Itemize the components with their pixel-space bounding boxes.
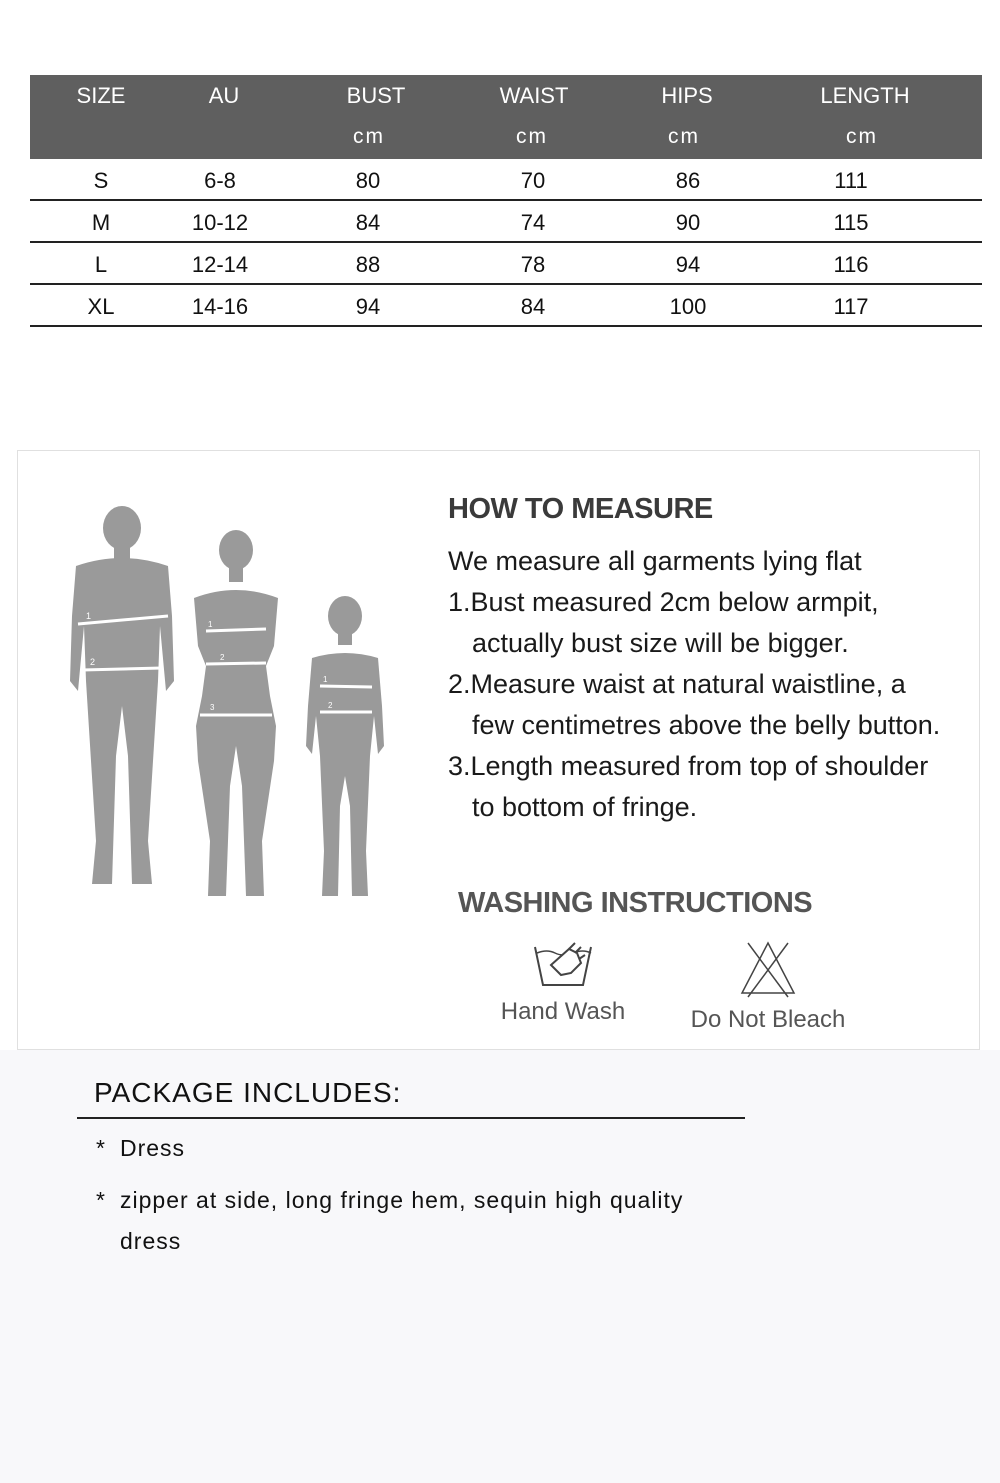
- measure-step-1: 1.Bust measured 2cm below armpit,: [448, 587, 879, 617]
- header-length: LENGTH: [820, 83, 910, 108]
- cell-waist: 70: [520, 168, 546, 193]
- table-row: [30, 159, 982, 201]
- unit-length: cm: [846, 125, 878, 148]
- header-hips: HIPS: [661, 83, 713, 108]
- measure-intro: We measure all garments lying flat: [448, 546, 862, 576]
- cell-bust: 94: [355, 294, 381, 319]
- header-au: AU: [208, 83, 240, 108]
- table-row: [30, 285, 982, 327]
- how-to-measure-panel: [17, 450, 980, 1050]
- cell-au: 6-8: [204, 168, 236, 193]
- cell-bust: 84: [355, 210, 381, 235]
- header-waist: WAIST: [499, 83, 569, 108]
- woman-figure: [194, 530, 278, 896]
- measure-step-2: 2.Measure waist at natural waistline, a: [448, 669, 906, 699]
- cell-size: S: [93, 168, 109, 193]
- man-mark-1: 1: [86, 611, 92, 621]
- cell-length: 115: [833, 210, 869, 235]
- cell-hips: 90: [675, 210, 701, 235]
- child-mark-1: 1: [323, 675, 328, 684]
- child-mark-2: 2: [328, 701, 333, 710]
- measure-step-3: 3.Length measured from top of shoulder: [448, 751, 929, 781]
- cell-size: L: [94, 252, 108, 277]
- cell-au: 12-14: [191, 252, 249, 277]
- package-item-text-cont: dress: [120, 1228, 182, 1254]
- cell-waist: 78: [520, 252, 546, 277]
- cell-length: 116: [833, 252, 869, 277]
- header-bust: BUST: [346, 83, 406, 108]
- cell-au: 14-16: [191, 294, 249, 319]
- package-includes-section: [0, 1050, 1000, 1483]
- cell-waist: 74: [520, 210, 546, 235]
- cell-size: M: [91, 210, 111, 235]
- cell-length: 111: [834, 168, 868, 193]
- do-not-bleach-item: [683, 939, 853, 1034]
- cell-hips: 100: [669, 294, 707, 319]
- cell-bust: 80: [355, 168, 381, 193]
- measure-step-2-cont: few centimetres above the belly button.: [472, 710, 941, 740]
- measure-step-3-cont: to bottom of fringe.: [472, 792, 698, 822]
- do-not-bleach-label: Do Not Bleach: [690, 1006, 846, 1033]
- do-not-bleach-icon: [738, 939, 798, 999]
- unit-hips: cm: [668, 125, 700, 148]
- header-size: SIZE: [76, 83, 126, 108]
- table-row: [30, 243, 982, 285]
- woman-mark-3: 3: [210, 703, 215, 712]
- size-chart-table: [30, 75, 982, 327]
- bullet-star: *: [96, 1135, 106, 1161]
- woman-mark-2: 2: [220, 653, 225, 662]
- hand-wash-icon: [531, 939, 595, 991]
- cell-hips: 86: [675, 168, 701, 193]
- hand-wash-label: Hand Wash: [500, 998, 626, 1025]
- body-figures-illustration: [48, 506, 408, 906]
- package-item-text-block: [120, 1180, 683, 1262]
- package-divider: [77, 1117, 745, 1119]
- cell-waist: 84: [520, 294, 546, 319]
- size-chart-header: [30, 75, 982, 159]
- how-to-measure-text: [448, 541, 988, 828]
- cell-bust: 88: [355, 252, 381, 277]
- list-item: [96, 1128, 185, 1169]
- measure-step-1-cont: actually bust size will be bigger.: [472, 628, 849, 658]
- list-item: [96, 1180, 683, 1262]
- unit-bust: cm: [353, 125, 385, 148]
- bullet-star: *: [96, 1187, 106, 1213]
- washing-instructions-title: WASHING INSTRUCTIONS: [458, 887, 813, 919]
- package-item-text: zipper at side, long fringe hem, sequin high quality: [120, 1187, 684, 1213]
- cell-size: XL: [87, 294, 115, 319]
- cell-length: 117: [833, 294, 869, 319]
- unit-waist: cm: [516, 125, 548, 148]
- woman-mark-1: 1: [208, 620, 213, 629]
- table-row: [30, 201, 982, 243]
- package-item-text: Dress: [120, 1135, 186, 1161]
- child-figure: [306, 596, 384, 896]
- man-mark-2: 2: [90, 657, 96, 667]
- package-includes-title: PACKAGE INCLUDES:: [94, 1077, 402, 1108]
- cell-au: 10-12: [191, 210, 249, 235]
- man-figure: [70, 506, 174, 884]
- cell-hips: 94: [675, 252, 701, 277]
- hand-wash-item: [488, 939, 638, 1026]
- how-to-measure-title: HOW TO MEASURE: [448, 493, 713, 525]
